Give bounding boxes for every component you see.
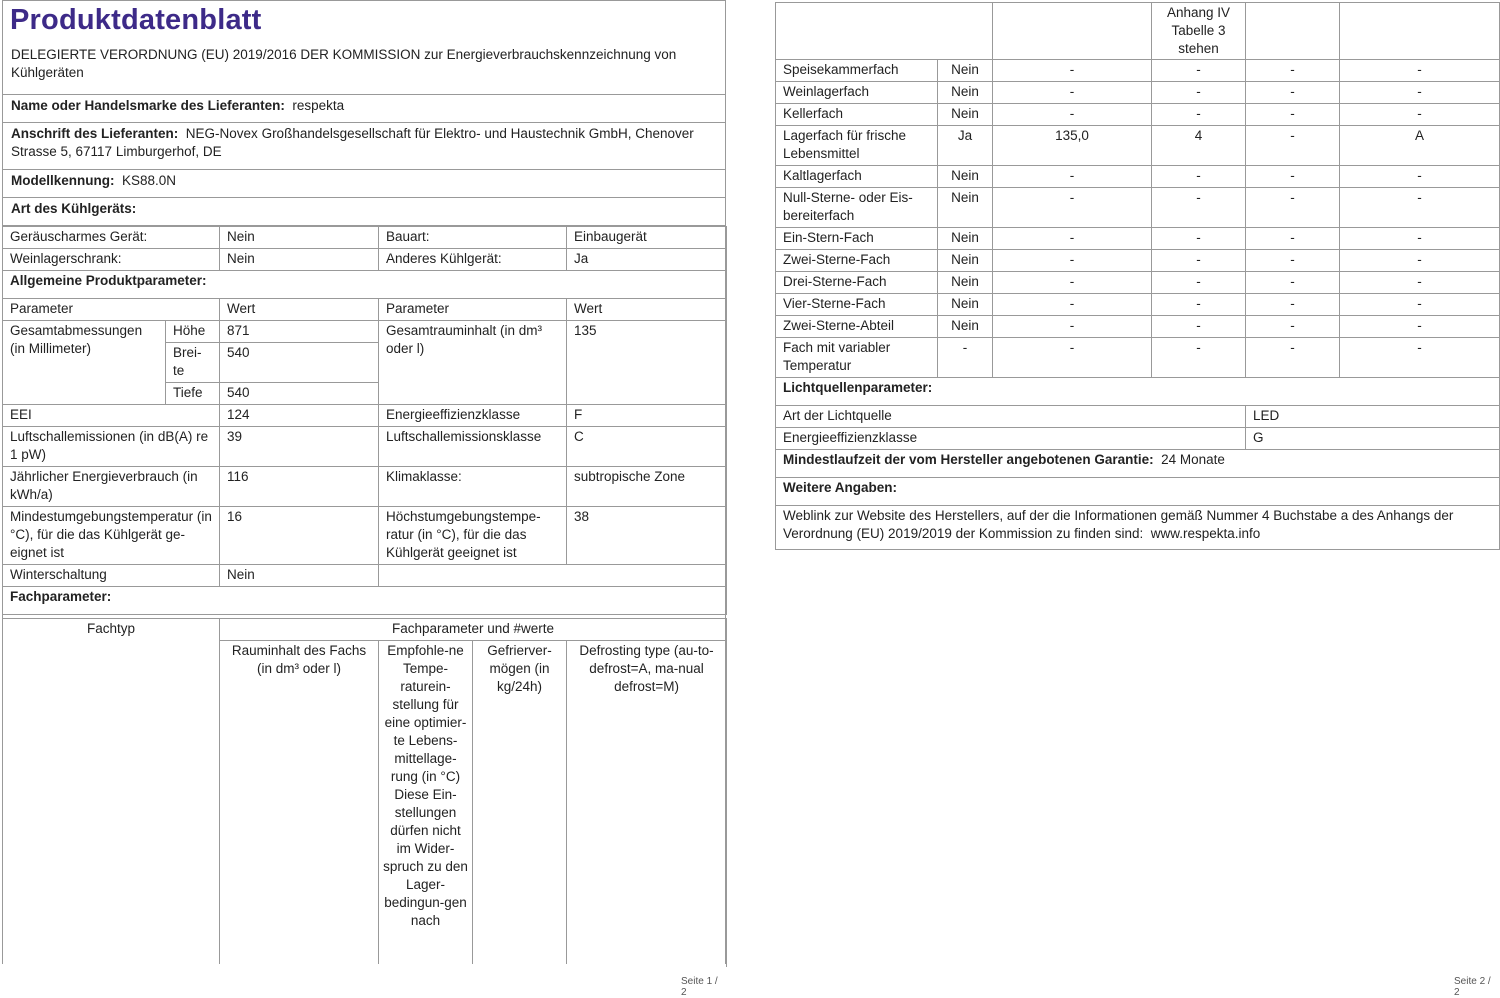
type-param: Weinlagerschrank: — [3, 249, 220, 271]
table-row — [3, 299, 727, 321]
table-row — [3, 405, 727, 427]
further-heading: Weitere Angaben: — [776, 478, 1500, 506]
table-row — [3, 249, 727, 271]
compartment-temp: - — [1152, 294, 1246, 316]
compartment-volume: - — [993, 60, 1152, 82]
col-volume: Rauminhalt des Fachs (in dm³ oder l) — [220, 641, 379, 967]
depth-value: 540 — [220, 383, 379, 405]
compartment-name: Fach mit variabler Temperatur — [776, 338, 938, 378]
param-value: 124 — [220, 405, 379, 427]
compartment-temp: - — [1152, 250, 1246, 272]
supplier-row — [2, 95, 726, 123]
table-row — [3, 507, 727, 565]
compartment-volume: 135,0 — [993, 126, 1152, 166]
param-value: C — [567, 427, 727, 467]
compartment-freeze: - — [1246, 316, 1340, 338]
type-value: Einbaugerät — [567, 227, 727, 249]
volume-value: 135 — [567, 321, 727, 405]
table-row — [3, 587, 727, 615]
compartment-name: Weinlagerfach — [776, 82, 938, 104]
empty-cell — [993, 3, 1152, 60]
model-label: Modellkennung: — [11, 173, 115, 188]
param-value: subtropische Zone — [567, 467, 727, 507]
type-param: Bauart: — [379, 227, 567, 249]
page-footer: Seite 1 / 2 — [681, 976, 718, 998]
page-title: Produktdatenblatt — [10, 4, 262, 36]
table-row — [776, 250, 1500, 272]
compartment-present: Nein — [938, 250, 993, 272]
compartment-temp: - — [1152, 82, 1246, 104]
winter-value: Nein — [220, 565, 379, 587]
light-heading: Lichtquellenparameter: — [776, 378, 1500, 406]
supplier-label: Name oder Handelsmarke des Lieferanten: — [11, 98, 285, 113]
compartment-heading: Fachparameter: — [3, 587, 727, 615]
compartment-freeze: - — [1246, 338, 1340, 378]
compartment-present: Nein — [938, 294, 993, 316]
compartment-present: Nein — [938, 104, 993, 126]
compartment-volume: - — [993, 316, 1152, 338]
compartment-name: Ein-Stern-Fach — [776, 228, 938, 250]
compartment-temp: - — [1152, 60, 1246, 82]
supplier-value: respekta — [292, 98, 345, 113]
table-row — [3, 321, 727, 343]
table-row — [776, 60, 1500, 82]
compartment-defrost: A — [1340, 126, 1500, 166]
col-param: Parameter — [379, 299, 567, 321]
width-value: 540 — [220, 343, 379, 383]
compartment-volume: - — [993, 188, 1152, 228]
page-footer: Seite 2 / 2 — [1454, 976, 1491, 998]
compartment-volume: - — [993, 228, 1152, 250]
table-row — [3, 227, 727, 249]
compartment-group-header: Fachparameter und #werte — [220, 619, 727, 641]
compartment-temp: 4 — [1152, 126, 1246, 166]
compartment-header-table — [2, 618, 727, 967]
param-label: Höchstumgebungstempe-ratur (in °C), für die das Kühlgerät geeignet ist — [379, 507, 567, 565]
compartment-temp: - — [1152, 104, 1246, 126]
compartment-defrost: - — [1340, 82, 1500, 104]
table-row — [776, 316, 1500, 338]
table-row — [776, 3, 1500, 60]
compartment-defrost: - — [1340, 316, 1500, 338]
winter-label: Winterschaltung — [3, 565, 220, 587]
table-row — [3, 427, 727, 467]
warranty-label: Mindestlaufzeit der vom Hersteller angebotenen Garantie: — [783, 452, 1154, 467]
compartment-defrost: - — [1340, 250, 1500, 272]
regulation-text — [2, 44, 726, 95]
address-label: Anschrift des Lieferanten: — [11, 126, 179, 141]
compartment-volume: - — [993, 250, 1152, 272]
empty-cell — [1246, 3, 1340, 60]
compartment-name: Kaltlagerfach — [776, 166, 938, 188]
weblink-row — [776, 506, 1500, 550]
compartment-defrost: - — [1340, 228, 1500, 250]
compartment-defrost: - — [1340, 338, 1500, 378]
col-defrost: Defrosting type (au-to-defrost=A, ma-nual defrost=M) — [567, 641, 727, 967]
table-row — [776, 294, 1500, 316]
table-row — [3, 565, 727, 587]
col-fachtyp: Fachtyp — [3, 619, 220, 967]
compartment-defrost: - — [1340, 166, 1500, 188]
compartment-present: Nein — [938, 272, 993, 294]
compartment-freeze: - — [1246, 250, 1340, 272]
table-row — [776, 82, 1500, 104]
regulation-label: DELEGIERTE VERORDNUNG (EU) 2019/2016 DER KOMMISSION zur Energieverbrauchskennzeichnung von Kühlgeräten — [11, 47, 677, 80]
param-label: Luftschallemissionsklasse — [379, 427, 567, 467]
compartment-name: Drei-Sterne-Fach — [776, 272, 938, 294]
weblink-text: Weblink zur Website des Herstellers, auf der die Informationen gemäß Nummer 4 Buchstabe a des Anhangs der Verordnung (EU) 2019/2019 der Kommission zu finden sind: — [783, 508, 1454, 541]
compartment-name: Speisekammerfach — [776, 60, 938, 82]
compartment-name: Kellerfach — [776, 104, 938, 126]
table-row — [776, 272, 1500, 294]
compartment-freeze: - — [1246, 166, 1340, 188]
compartment-name: Zwei-Sterne-Fach — [776, 250, 938, 272]
compartment-freeze: - — [1246, 228, 1340, 250]
header-continuation: Anhang IV Tabelle 3 stehen — [1152, 3, 1246, 60]
table-row — [776, 478, 1500, 506]
compartment-present: Nein — [938, 188, 993, 228]
compartment-present: Nein — [938, 166, 993, 188]
compartment-present: Nein — [938, 228, 993, 250]
param-label: Luftschallemissionen (in dB(A) re 1 pW) — [3, 427, 220, 467]
table-row — [776, 506, 1500, 550]
param-label: Energieeffizienzklasse — [379, 405, 567, 427]
param-label: Jährlicher Energieverbrauch (in kWh/a) — [3, 467, 220, 507]
compartment-name: Vier-Sterne-Fach — [776, 294, 938, 316]
col-freeze: Gefrierver-mögen (in kg/24h) — [473, 641, 567, 967]
compartment-temp: - — [1152, 166, 1246, 188]
table-row — [776, 188, 1500, 228]
volume-label: Gesamtrauminhalt (in dm³ oder l) — [379, 321, 567, 405]
light-type-label: Art der Lichtquelle — [776, 406, 1246, 428]
compartment-volume: - — [993, 294, 1152, 316]
height-value: 871 — [220, 321, 379, 343]
compartment-freeze: - — [1246, 126, 1340, 166]
param-value: F — [567, 405, 727, 427]
warranty-row — [776, 450, 1500, 478]
type-heading: Art des Kühlgeräts: — [2, 198, 726, 226]
table-row — [776, 338, 1500, 378]
type-value: Nein — [220, 249, 379, 271]
light-class-label: Energieeffizienzklasse — [776, 428, 1246, 450]
compartment-volume: - — [993, 104, 1152, 126]
empty-cell — [776, 3, 993, 60]
col-param: Parameter — [3, 299, 220, 321]
table-row — [776, 126, 1500, 166]
model-row — [2, 170, 726, 198]
type-param: Anderes Kühlgerät: — [379, 249, 567, 271]
compartment-volume: - — [993, 272, 1152, 294]
table-row — [3, 619, 727, 641]
compartment-present: Nein — [938, 82, 993, 104]
compartment-volume: - — [993, 338, 1152, 378]
compartment-freeze: - — [1246, 104, 1340, 126]
compartment-freeze: - — [1246, 60, 1340, 82]
page-cut — [2, 964, 726, 968]
table-row — [776, 378, 1500, 406]
weblink-url[interactable]: www.respekta.info — [1150, 526, 1261, 541]
compartment-table — [775, 2, 1500, 550]
compartment-volume: - — [993, 82, 1152, 104]
light-class-value: G — [1246, 428, 1500, 450]
compartment-present: - — [938, 338, 993, 378]
compartment-temp: - — [1152, 228, 1246, 250]
compartment-freeze: - — [1246, 272, 1340, 294]
param-value: 116 — [220, 467, 379, 507]
table-row — [3, 271, 727, 299]
compartment-name: Zwei-Sterne-Abteil — [776, 316, 938, 338]
col-value: Wert — [220, 299, 379, 321]
table-row — [776, 228, 1500, 250]
depth-label: Tiefe — [166, 383, 220, 405]
table-row — [776, 104, 1500, 126]
param-value: 39 — [220, 427, 379, 467]
compartment-name: Null-Sterne- oder Eis-bereiterfach — [776, 188, 938, 228]
compartment-name: Lagerfach für frische Lebensmittel — [776, 126, 938, 166]
light-type-value: LED — [1246, 406, 1500, 428]
param-value: 38 — [567, 507, 727, 565]
address-value: NEG-Novex Großhandelsgesellschaft für Elektro- und Haustechnik GmbH, Chenover Strasse 5, 67117 Limburgerhof, DE — [11, 126, 694, 159]
compartment-defrost: - — [1340, 188, 1500, 228]
param-label: Klimaklasse: — [379, 467, 567, 507]
compartment-temp: - — [1152, 188, 1246, 228]
type-param: Geräuscharmes Gerät: — [3, 227, 220, 249]
compartment-temp: - — [1152, 272, 1246, 294]
table-row — [776, 428, 1500, 450]
address-row — [2, 123, 726, 170]
width-label: Brei-te — [166, 343, 220, 383]
compartment-present: Nein — [938, 60, 993, 82]
compartment-defrost: - — [1340, 272, 1500, 294]
param-value: 16 — [220, 507, 379, 565]
compartment-temp: - — [1152, 316, 1246, 338]
warranty-value: 24 Monate — [1161, 452, 1225, 467]
compartment-present: Ja — [938, 126, 993, 166]
col-temp: Empfohle-ne Tempe-raturein-stellung für eine optimier-te Lebens-mittellage-rung (in °C) Diese Ein-stellungen dürfen nicht im Wider-spruch zu den Lager-bedingun-gen nach — [379, 641, 473, 967]
table-row — [776, 406, 1500, 428]
model-value: KS88.0N — [122, 173, 177, 188]
compartment-temp: - — [1152, 338, 1246, 378]
height-label: Höhe — [166, 321, 220, 343]
empty-cell — [379, 565, 727, 587]
table-row — [776, 450, 1500, 478]
general-heading: Allgemeine Produktparameter: — [3, 271, 727, 299]
compartment-freeze: - — [1246, 188, 1340, 228]
compartment-freeze: - — [1246, 294, 1340, 316]
param-label: Mindestumgebungstemperatur (in °C), für die das Kühlgerät ge-eignet ist — [3, 507, 220, 565]
dims-label: Gesamtabmessungen (in Millimeter) — [3, 321, 166, 405]
compartment-present: Nein — [938, 316, 993, 338]
col-value: Wert — [567, 299, 727, 321]
compartment-freeze: - — [1246, 82, 1340, 104]
parameter-table — [2, 226, 727, 615]
type-value: Ja — [567, 249, 727, 271]
compartment-defrost: - — [1340, 294, 1500, 316]
table-row — [3, 467, 727, 507]
param-label: EEI — [3, 405, 220, 427]
empty-cell — [1340, 3, 1500, 60]
table-row — [776, 166, 1500, 188]
compartment-defrost: - — [1340, 104, 1500, 126]
compartment-volume: - — [993, 166, 1152, 188]
compartment-defrost: - — [1340, 60, 1500, 82]
type-value: Nein — [220, 227, 379, 249]
